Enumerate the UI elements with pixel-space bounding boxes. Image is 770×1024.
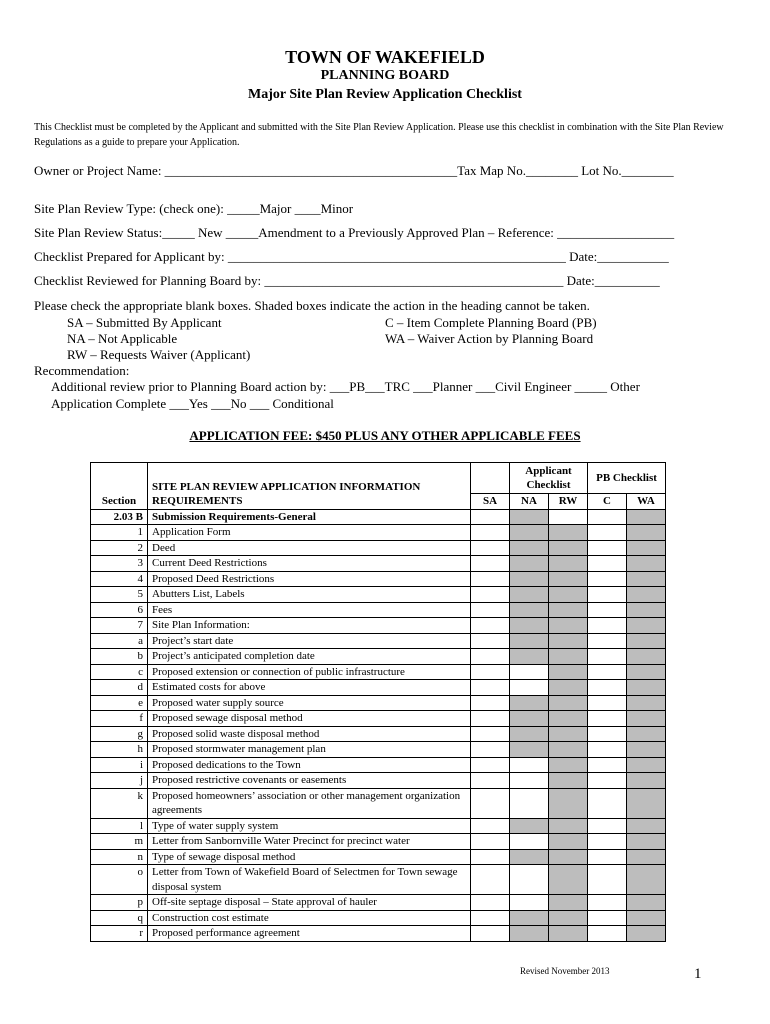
rw-checkbox-shaded (549, 695, 588, 711)
application-fee-heading: APPLICATION FEE: $450 PLUS ANY OTHER APPLICABLE FEES (189, 428, 581, 443)
table-header-row-1 (91, 463, 666, 494)
na-checkbox-shaded (510, 540, 549, 556)
wa-checkbox-shaded (627, 711, 666, 727)
sa-checkbox[interactable] (471, 818, 510, 834)
table-row (91, 926, 666, 942)
table-row (91, 773, 666, 789)
c-column-header: C (588, 494, 627, 510)
table-row (91, 834, 666, 850)
c-checkbox[interactable] (588, 525, 627, 541)
na-checkbox-shaded (510, 618, 549, 634)
wa-checkbox-shaded (627, 865, 666, 895)
wa-checkbox-shaded (627, 773, 666, 789)
c-checkbox[interactable] (588, 895, 627, 911)
revised-date: Revised November 2013 (520, 966, 610, 976)
sa-checkbox[interactable] (471, 618, 510, 634)
c-checkbox[interactable] (588, 711, 627, 727)
na-checkbox-shaded (510, 587, 549, 603)
requirement-text: Type of water supply system (148, 818, 471, 834)
section-number: q (91, 910, 148, 926)
c-checkbox[interactable] (588, 571, 627, 587)
requirement-text: Deed (148, 540, 471, 556)
table-row (91, 849, 666, 865)
wa-checkbox-shaded (627, 525, 666, 541)
section-number: e (91, 695, 148, 711)
section-number: h (91, 742, 148, 758)
table-row (91, 509, 666, 525)
c-checkbox[interactable] (588, 618, 627, 634)
na-checkbox-shaded (510, 926, 549, 942)
table-row (91, 865, 666, 895)
c-checkbox[interactable] (588, 633, 627, 649)
sa-checkbox[interactable] (471, 726, 510, 742)
c-checkbox[interactable] (588, 757, 627, 773)
rw-checkbox-shaded (549, 726, 588, 742)
sa-checkbox[interactable] (471, 834, 510, 850)
requirement-text: Off-site septage disposal – State approval of hauler (148, 895, 471, 911)
sa-checkbox[interactable] (471, 633, 510, 649)
legend-wa: WA – Waiver Action by Planning Board (385, 331, 594, 346)
wa-checkbox-shaded (627, 849, 666, 865)
section-number: 3 (91, 556, 148, 572)
wa-checkbox-shaded (627, 556, 666, 572)
table-row (91, 602, 666, 618)
sa-checkbox[interactable] (471, 587, 510, 603)
c-checkbox[interactable] (588, 680, 627, 696)
sa-checkbox[interactable] (471, 649, 510, 665)
na-checkbox-shaded (510, 602, 549, 618)
section-number: p (91, 895, 148, 911)
sa-checkbox[interactable] (471, 757, 510, 773)
table-row (91, 540, 666, 556)
rw-checkbox-shaded (549, 834, 588, 850)
wa-checkbox-shaded (627, 757, 666, 773)
rw-checkbox-shaded (549, 849, 588, 865)
sa-checkbox[interactable] (471, 695, 510, 711)
c-checkbox[interactable] (588, 556, 627, 572)
wa-checkbox-shaded (627, 633, 666, 649)
wa-checkbox-shaded (627, 618, 666, 634)
requirement-text: Submission Requirements-General (148, 509, 471, 525)
owner-project-line: Owner or Project Name: _____________________________________________Tax Map No.________ Lot No.________ (34, 163, 674, 178)
na-checkbox[interactable] (510, 664, 549, 680)
c-checkbox[interactable] (588, 788, 627, 818)
wa-checkbox-shaded (627, 788, 666, 818)
wa-checkbox-shaded (627, 895, 666, 911)
page-number: 1 (694, 966, 702, 982)
na-checkbox[interactable] (510, 834, 549, 850)
rw-checkbox-shaded (549, 788, 588, 818)
requirement-text: Proposed Deed Restrictions (148, 571, 471, 587)
sa-checkbox[interactable] (471, 926, 510, 942)
c-checkbox[interactable] (588, 742, 627, 758)
c-checkbox[interactable] (588, 865, 627, 895)
na-checkbox[interactable] (510, 680, 549, 696)
requirement-text: Proposed stormwater management plan (148, 742, 471, 758)
section-number: 2.03 B (91, 509, 148, 525)
requirement-text: Proposed extension or connection of public infrastructure (148, 664, 471, 680)
rw-checkbox-shaded (549, 865, 588, 895)
c-checkbox[interactable] (588, 649, 627, 665)
legend-rw: RW – Requests Waiver (Applicant) (67, 347, 251, 362)
form-title: Major Site Plan Review Application Checklist (248, 87, 522, 102)
instructions-line: Please check the appropriate blank boxes. Shaded boxes indicate the action in the heading cannot be taken. (34, 298, 590, 313)
prepared-by-line: Checklist Prepared for Applicant by: ____________________________________________________ Date:___________ (34, 249, 669, 264)
rw-checkbox-shaded (549, 556, 588, 572)
section-number: n (91, 849, 148, 865)
na-checkbox-shaded (510, 525, 549, 541)
rw-checkbox-shaded (549, 602, 588, 618)
table-row (91, 587, 666, 603)
sa-checkbox[interactable] (471, 525, 510, 541)
sa-checkbox[interactable] (471, 711, 510, 727)
sa-checkbox[interactable] (471, 556, 510, 572)
requirement-text: Proposed homeowners’ association or other management organization agreements (148, 788, 471, 818)
requirement-text: Proposed restrictive covenants or easements (148, 773, 471, 789)
section-number: d (91, 680, 148, 696)
na-column-header: NA (510, 494, 549, 510)
wa-checkbox-shaded (627, 834, 666, 850)
c-checkbox[interactable] (588, 818, 627, 834)
requirement-text: Letter from Town of Wakefield Board of Selectmen for Town sewage disposal system (148, 865, 471, 895)
c-checkbox[interactable] (588, 602, 627, 618)
wa-checkbox-shaded (627, 602, 666, 618)
table-row (91, 742, 666, 758)
sa-checkbox[interactable] (471, 788, 510, 818)
section-number: r (91, 926, 148, 942)
c-checkbox[interactable] (588, 849, 627, 865)
na-checkbox-shaded (510, 742, 549, 758)
na-checkbox-shaded (510, 509, 549, 525)
wa-checkbox-shaded (627, 509, 666, 525)
requirement-text: Site Plan Information: (148, 618, 471, 634)
wa-checkbox-shaded (627, 695, 666, 711)
na-checkbox-shaded (510, 556, 549, 572)
section-number: a (91, 633, 148, 649)
table-row (91, 757, 666, 773)
requirement-text: Letter from Sanbornville Water Precinct for precinct water (148, 834, 471, 850)
sa-checkbox[interactable] (471, 895, 510, 911)
wa-checkbox-shaded (627, 742, 666, 758)
section-number: o (91, 865, 148, 895)
c-checkbox[interactable] (588, 773, 627, 789)
rw-checkbox-shaded (549, 664, 588, 680)
section-number: 1 (91, 525, 148, 541)
na-checkbox[interactable] (510, 788, 549, 818)
rw-checkbox[interactable] (549, 509, 588, 525)
section-number: m (91, 834, 148, 850)
c-checkbox[interactable] (588, 726, 627, 742)
section-number: g (91, 726, 148, 742)
additional-review-line: Additional review prior to Planning Board action by: ___PB___TRC ___Planner ___Civil Engineer _____ Other (51, 379, 640, 394)
section-number: 5 (91, 587, 148, 603)
requirement-text: Proposed performance agreement (148, 926, 471, 942)
wa-checkbox-shaded (627, 680, 666, 696)
requirement-text: Abutters List, Labels (148, 587, 471, 603)
requirement-text: Project’s anticipated completion date (148, 649, 471, 665)
rw-checkbox-shaded (549, 525, 588, 541)
section-number: k (91, 788, 148, 818)
section-number: 2 (91, 540, 148, 556)
requirements-table (90, 462, 666, 942)
wa-checkbox-shaded (627, 910, 666, 926)
sa-checkbox[interactable] (471, 773, 510, 789)
wa-checkbox-shaded (627, 649, 666, 665)
intro-paragraph: This Checklist must be completed by the Applicant and submitted with the Site Plan Review Application. Please use this checklist in combination with the Site Plan Review Regulations as a guide to prepare your Application. (34, 122, 724, 148)
rw-checkbox-shaded (549, 742, 588, 758)
section-number: 7 (91, 618, 148, 634)
section-number: 6 (91, 602, 148, 618)
na-checkbox-shaded (510, 726, 549, 742)
wa-checkbox-shaded (627, 571, 666, 587)
sa-checkbox[interactable] (471, 509, 510, 525)
table-row (91, 711, 666, 727)
sa-checkbox[interactable] (471, 664, 510, 680)
wa-checkbox-shaded (627, 587, 666, 603)
table-row (91, 664, 666, 680)
c-checkbox[interactable] (588, 834, 627, 850)
na-checkbox[interactable] (510, 757, 549, 773)
table-row (91, 525, 666, 541)
table-row (91, 618, 666, 634)
wa-checkbox-shaded (627, 664, 666, 680)
rw-checkbox-shaded (549, 926, 588, 942)
na-checkbox-shaded (510, 649, 549, 665)
rw-checkbox-shaded (549, 540, 588, 556)
wa-checkbox-shaded (627, 726, 666, 742)
table-row (91, 726, 666, 742)
table-row (91, 649, 666, 665)
section-number: 4 (91, 571, 148, 587)
sa-group-spacer (471, 463, 510, 494)
sa-checkbox[interactable] (471, 742, 510, 758)
sa-checkbox[interactable] (471, 680, 510, 696)
info-column-header: SITE PLAN REVIEW APPLICATION INFORMATION REQUIREMENTS (148, 463, 471, 510)
rw-checkbox-shaded (549, 649, 588, 665)
na-checkbox-shaded (510, 818, 549, 834)
rw-checkbox-shaded (549, 773, 588, 789)
sa-column-header: SA (471, 494, 510, 510)
rw-checkbox-shaded (549, 910, 588, 926)
rw-checkbox-shaded (549, 618, 588, 634)
wa-checkbox-shaded (627, 926, 666, 942)
c-checkbox[interactable] (588, 926, 627, 942)
requirement-text: Proposed sewage disposal method (148, 711, 471, 727)
section-number: l (91, 818, 148, 834)
requirement-text: Estimated costs for above (148, 680, 471, 696)
na-checkbox[interactable] (510, 895, 549, 911)
na-checkbox-shaded (510, 910, 549, 926)
section-number: b (91, 649, 148, 665)
c-checkbox[interactable] (588, 910, 627, 926)
table-row (91, 788, 666, 818)
rw-checkbox-shaded (549, 571, 588, 587)
wa-checkbox-shaded (627, 818, 666, 834)
table-row (91, 680, 666, 696)
reviewed-by-line: Checklist Reviewed for Planning Board by: ______________________________________________ Date:__________ (34, 273, 660, 288)
rw-checkbox-shaded (549, 757, 588, 773)
wa-column-header: WA (627, 494, 666, 510)
sa-checkbox[interactable] (471, 849, 510, 865)
rw-checkbox-shaded (549, 818, 588, 834)
sa-checkbox[interactable] (471, 602, 510, 618)
na-checkbox[interactable] (510, 773, 549, 789)
na-checkbox-shaded (510, 633, 549, 649)
legend-na: NA – Not Applicable (67, 331, 178, 346)
rw-checkbox-shaded (549, 633, 588, 649)
table-row (91, 818, 666, 834)
section-column-header: Section (91, 463, 148, 510)
requirement-text: Proposed solid waste disposal method (148, 726, 471, 742)
board-title: PLANNING BOARD (320, 68, 450, 83)
na-checkbox-shaded (510, 571, 549, 587)
requirement-text: Construction cost estimate (148, 910, 471, 926)
section-number: f (91, 711, 148, 727)
review-status-line: Site Plan Review Status:_____ New _____Amendment to a Previously Approved Plan – Reference: __________________ (34, 225, 675, 240)
legend-sa: SA – Submitted By Applicant (67, 315, 222, 330)
pb-checklist-header: PB Checklist (588, 463, 666, 494)
table-row (91, 556, 666, 572)
review-type-line: Site Plan Review Type: (check one): _____Major ____Minor (34, 201, 354, 216)
table-row (91, 633, 666, 649)
na-checkbox-shaded (510, 849, 549, 865)
wa-checkbox-shaded (627, 540, 666, 556)
na-checkbox-shaded (510, 695, 549, 711)
table-row (91, 910, 666, 926)
section-number: j (91, 773, 148, 789)
requirement-text: Proposed dedications to the Town (148, 757, 471, 773)
requirement-text: Current Deed Restrictions (148, 556, 471, 572)
rw-checkbox-shaded (549, 711, 588, 727)
c-checkbox[interactable] (588, 540, 627, 556)
requirement-text: Proposed water supply source (148, 695, 471, 711)
c-checkbox[interactable] (588, 509, 627, 525)
requirement-text: Fees (148, 602, 471, 618)
section-number: c (91, 664, 148, 680)
rw-column-header: RW (549, 494, 588, 510)
c-checkbox[interactable] (588, 664, 627, 680)
na-checkbox[interactable] (510, 865, 549, 895)
town-title: TOWN OF WAKEFIELD (285, 47, 485, 67)
sa-checkbox[interactable] (471, 910, 510, 926)
rw-checkbox-shaded (549, 587, 588, 603)
table-row (91, 695, 666, 711)
sa-checkbox[interactable] (471, 571, 510, 587)
table-row (91, 571, 666, 587)
rw-checkbox-shaded (549, 895, 588, 911)
sa-checkbox[interactable] (471, 540, 510, 556)
requirement-text: Project’s start date (148, 633, 471, 649)
table-row (91, 895, 666, 911)
requirement-text: Type of sewage disposal method (148, 849, 471, 865)
rw-checkbox-shaded (549, 680, 588, 696)
sa-checkbox[interactable] (471, 865, 510, 895)
na-checkbox-shaded (510, 711, 549, 727)
c-checkbox[interactable] (588, 695, 627, 711)
legend-c: C – Item Complete Planning Board (PB) (385, 315, 597, 330)
requirement-text: Application Form (148, 525, 471, 541)
section-number: i (91, 757, 148, 773)
recommendation-label: Recommendation: (34, 363, 130, 378)
application-complete-line: Application Complete ___Yes ___No ___ Conditional (51, 396, 334, 411)
c-checkbox[interactable] (588, 587, 627, 603)
applicant-checklist-header: Applicant Checklist (510, 463, 588, 494)
